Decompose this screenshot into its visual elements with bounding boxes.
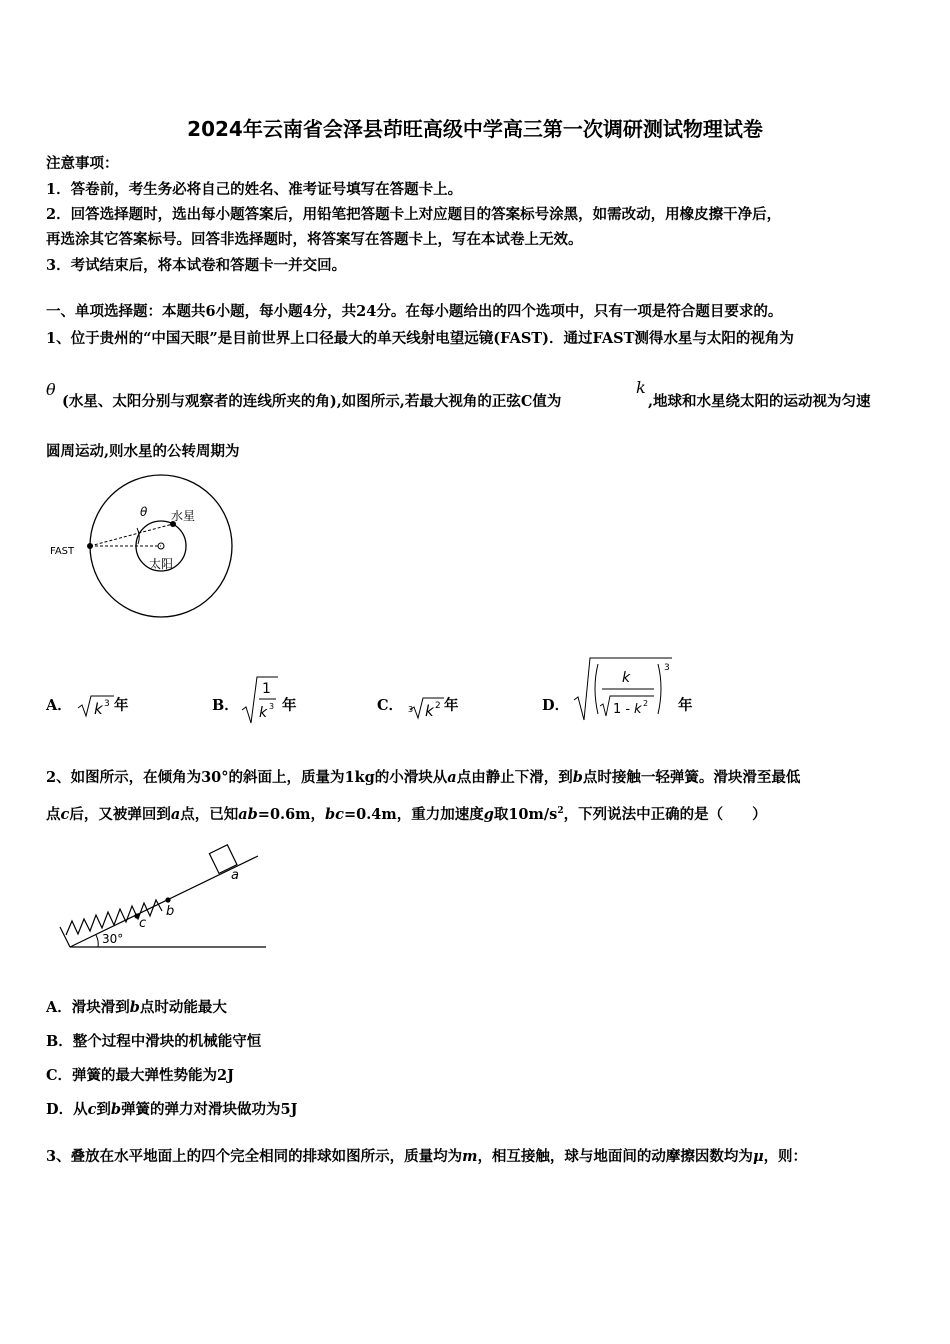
d-outer-exp: 3 [664,663,670,673]
d-den-k: k [634,702,642,717]
q2-incline-figure [56,835,271,955]
d-paren-left [595,664,598,714]
notice-heading: 注意事项： [46,155,119,172]
q1-option-c-unit: 年 [444,697,459,714]
q2-ab-val: =0.6m， [257,806,326,823]
q3-line-1c: ，则： [763,1148,808,1165]
q1-option-d-formula [572,656,676,724]
spring [66,900,162,935]
angle-arc-30 [96,935,98,947]
q1-option-c-label: C． [377,697,404,714]
q2-line-2a: 点 [46,806,61,823]
q3-line-1b: ，相互接触，球与地面间的动摩擦因数均为 [477,1148,753,1165]
a-exp: 3 [104,699,110,709]
q1-orbit-figure [45,470,245,630]
point-b [165,897,170,902]
q1-option-a-label: A． [46,697,72,714]
q2-option-b: B．整个过程中滑块的机械能守恒 [46,1033,262,1050]
q2-line-2c: 点，已知 [180,806,239,823]
q2-option-d [46,1098,298,1119]
q2-line-2 [46,803,767,824]
fig-angle-label: 30° [102,932,124,946]
c-k: k [425,702,434,720]
q2-option-c: C．弹簧的最大弹性势能为2J [46,1067,234,1084]
q1-option-d-unit: 年 [678,697,693,714]
incline-line [70,856,258,947]
q1-option-b-formula [240,675,280,727]
q2-line-2d: ，下列说法中正确的是（ ） [563,806,767,823]
q1-line-2a: (水星、太阳分别与观察者的连线所夹的角),如图所示,若最大视角的正弦C值为 [62,393,562,410]
q1-option-a-formula [76,688,116,720]
fig-label-a: a [231,868,239,883]
b-exp: 3 [269,702,275,711]
q2-line-1 [46,766,800,787]
notice-item-3: 3．考试结束后，将本试卷和答题卡一并交回。 [46,257,347,274]
fig-mercury-label: 水星 [171,509,196,523]
q1-line-1: 1、位于贵州的“中国天眼”是目前世界上口径最大的单天线射电望远镜(FAST)．通过FAST测得水星与太阳的视角为 [46,330,794,347]
q2-g-val: 取10m/s [493,806,558,823]
q2-g: g [483,806,494,823]
q2-opt-d-3: 到 [96,1101,111,1118]
q3-m: m [462,1148,478,1165]
fig-sun-label: 太阳 [149,557,174,571]
q2-opt-a-2: b [129,999,140,1016]
q2-point-b: b [572,769,583,786]
q2-line-1b: 点由静止下滑，到 [456,769,573,786]
q1-option-a-unit: 年 [114,697,129,714]
q3-mu: μ [752,1148,764,1165]
fig-fast-label: FAST [50,546,75,557]
q1-option-b-label: B． [212,697,239,714]
q2-sq: 2 [557,806,564,817]
d-num-k: k [622,670,631,686]
q1-option-d-label: D． [542,697,570,714]
d-den-exp: 2 [643,699,649,708]
fig-label-c: c [139,916,147,931]
q2-bc-val: =0.4m，重力加速度 [343,806,484,823]
q1-line-2b: ,地球和水星绕太阳的运动视为匀速 [648,393,871,410]
q2-opt-d-5: 弹簧的弹力对滑块做功为5J [121,1101,298,1118]
section-header: 一、单项选择题：本题共6小题，每小题4分，共24分。在每小题给出的四个选项中，只有一项是符合题目要求的。 [46,303,783,320]
c-root-index: 3 [408,705,414,714]
q3-line-1a: 3、叠放在水平地面上的四个完全相同的排球如图所示，质量均为 [46,1148,463,1165]
page-title: 2024年云南省会泽县茚旺高级中学高三第一次调研测试物理试卷 [187,117,763,141]
notice-item-2: 2．回答选择题时，选出每小题答案后，用铅笔把答题卡上对应题目的答案标号涂黑，如需改动，用橡皮擦干净后， [46,206,782,223]
q1-line-3: 圆周运动,则水星的公转周期为 [46,443,240,460]
d-one-minus: 1 - [613,702,631,717]
notice-item-2-cont: 再选涂其它答案标号。回答非选择题时，将答案写在答题卡上，写在本试卷上无效。 [46,231,583,248]
q3-line-1 [46,1145,807,1166]
q1-option-b-unit: 年 [282,697,297,714]
a-k: k [94,700,103,718]
q2-opt-d-2: c [87,1101,97,1118]
q1-k-symbol: k [636,378,646,397]
q2-line-2b: 后，又被弹回到 [69,806,171,823]
q2-option-a [46,996,227,1017]
q2-bc: bc [325,806,344,823]
q2-opt-d-1: D．从 [46,1101,88,1118]
c-exp: 2 [435,701,441,711]
d-paren-right [658,664,661,714]
q2-opt-d-4: b [110,1101,122,1118]
notice-item-1: 1．答卷前，考生务必将自己的姓名、准考证号填写在答题卡上。 [46,181,463,198]
q1-theta-symbol: θ [46,380,56,399]
q2-opt-a-3: 点时动能最大 [139,999,227,1016]
q1-option-c-formula [406,690,446,722]
fig-label-b: b [166,904,175,919]
q2-line-1a: 2、如图所示，在倾角为30°的斜面上，质量为1kg的小滑块从 [46,769,448,786]
fig-theta-label: θ [140,505,148,519]
q2-point-a-2: a [170,806,181,823]
q2-point-c: c [60,806,70,823]
q2-point-a: a [447,769,457,786]
b-k: k [259,705,268,721]
q2-ab: ab [238,806,258,823]
q2-line-1c: 点时接触一轻弹簧。滑块滑至最低 [582,769,801,786]
q2-opt-a-1: A．滑块滑到 [46,999,130,1016]
b-one: 1 [262,681,271,697]
